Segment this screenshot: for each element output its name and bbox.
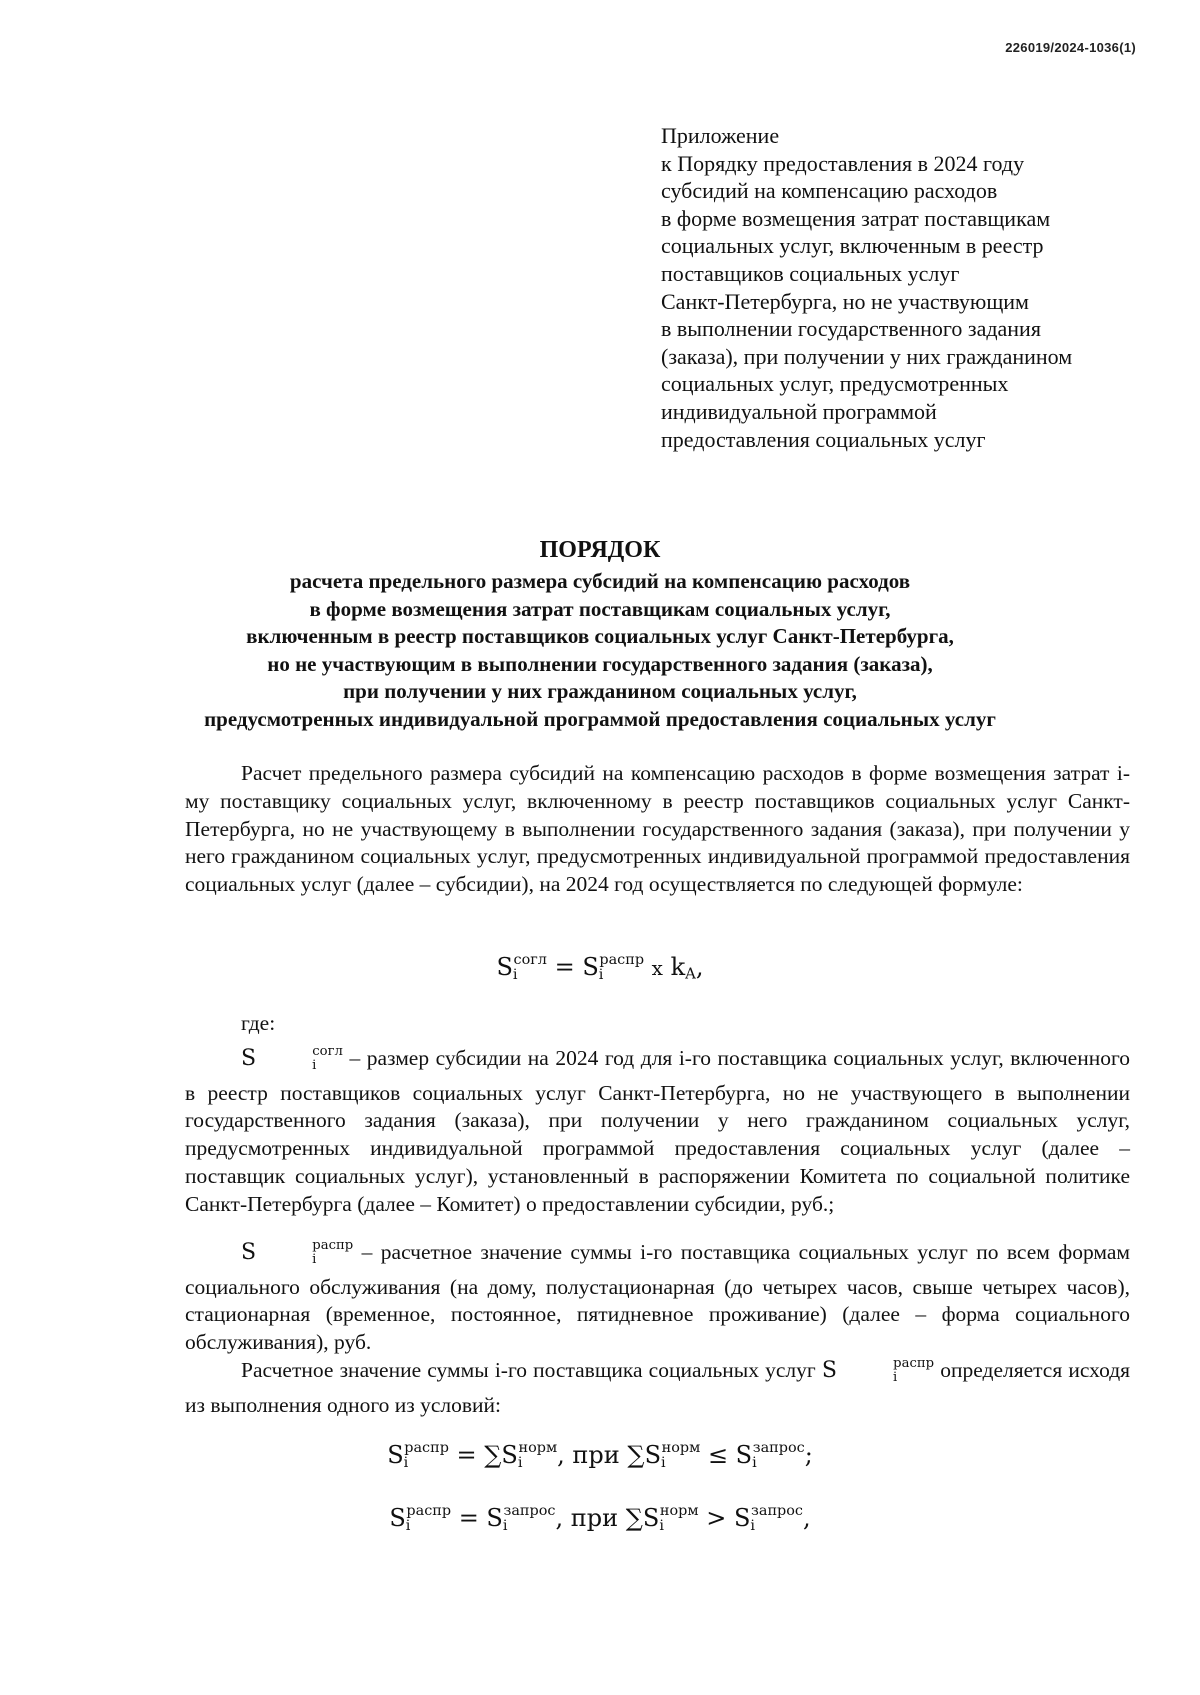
formula-main: $Si^{согл} = Si^{распр}$ x $k_A$,: [496, 952, 704, 984]
appendix-line: социальных услуг, включенным в реестр: [661, 233, 1044, 259]
definition-s-raspr: S $i^{распр}$ – расчетное значение суммы i-го поставщика социальных услуг по всем формам социального обслуживания (на дому, полустационарная (до четырех часов, свыше четырех часов), стационарная (временное, постоянное, пятидневное проживание) (далее – форма социального обслуживания), руб.: [185, 1238, 1130, 1355]
subtitle-line: расчета предельного размера субсидий на компенсацию расходов: [289, 569, 911, 593]
symbol-s-raspr: S $i^{распр}$: [241, 1238, 354, 1267]
appendix-line: Санкт-Петербурга, но не участвующим: [661, 288, 1029, 314]
formula-condition-1: $Si^{распр} = \sum Si^{норм}$, при $\sum Si^{норм} \le Si^{запрос}$;: [387, 1440, 813, 1472]
intro-paragraph: Расчет предельного размера субсидий на компенсацию расходов в форме возмещения затрат i-му поставщику социальных услуг, включенному в реестр поставщиков социальных услуг Санкт-Петербурга, но не участвующему в выполнении государственного задания (заказа), при получении у него гражданином социальных услуг, предусмотренных индивидуальной программой предоставления социальных услуг (далее – субсидии), на 2024 год осуществляется по следующей формуле:: [185, 761, 1130, 897]
subtitle-line: предусмотренных индивидуальной программой предоставления социальных услуг: [204, 706, 996, 731]
symbol-s-raspr: S $i^{распр}$: [821, 1356, 935, 1385]
calc-paragraph: Расчетное значение суммы i-го поставщика социальных услуг S $i^{распр}$ определяется исходя из выполнения одного из условий:: [185, 1356, 1131, 1417]
appendix-line: к Порядку предоставления в 2024 году: [661, 150, 1025, 176]
appendix-note: [661, 122, 1161, 453]
where-label: где:: [241, 1011, 276, 1035]
subtitle-line: включенным в реестр поставщиков социальных услуг Санкт-Петербурга,: [246, 624, 954, 648]
definition-s-sogl: S $i^{согл}$ – размер субсидии на 2024 год для i-го поставщика социальных услуг, включенного в реестр поставщиков социальных услуг Санкт-Петербурга, но не участвующего в выполнении государственного задания (заказа), при получении у него гражданином социальных услуг, предусмотренных индивидуальной программой предоставления социальных услуг (далее – поставщик социальных услуг), установленный в распоряжении Комитета по социальной политике Санкт-Петербурга (далее – Комитет) о предоставлении субсидии, руб.;: [185, 1044, 1130, 1216]
appendix-line: Приложение: [661, 123, 780, 148]
subtitle-line: но не участвующим в выполнении государственного задания (заказа),: [267, 651, 933, 676]
subtitle-line: при получении у них гражданином социальных услуг,: [343, 679, 857, 703]
document-subtitle: [0, 568, 1200, 733]
appendix-line: субсидий на компенсацию расходов: [661, 178, 998, 204]
document-number: 226019/2024-1036(1): [1005, 40, 1136, 55]
appendix-line: индивидуальной программой: [661, 398, 937, 424]
symbol-s-sogl: S $i^{согл}$: [241, 1044, 343, 1073]
appendix-line: поставщиков социальных услуг: [661, 260, 960, 286]
document-title: ПОРЯДОК: [539, 537, 661, 563]
appendix-line: социальных услуг, предусмотренных: [661, 371, 1009, 397]
appendix-line: предоставления социальных услуг: [661, 426, 986, 452]
appendix-line: в форме возмещения затрат поставщикам: [661, 205, 1051, 231]
formula-condition-2: $Si^{распр} = Si^{запрос}$, при $\sum Si^{норм} > Si^{запрос}$,: [389, 1503, 811, 1535]
appendix-line: в выполнении государственного задания: [661, 316, 1041, 342]
appendix-line: (заказа), при получении у них гражданином: [661, 343, 1073, 369]
subtitle-line: в форме возмещения затрат поставщикам социальных услуг,: [309, 596, 891, 621]
